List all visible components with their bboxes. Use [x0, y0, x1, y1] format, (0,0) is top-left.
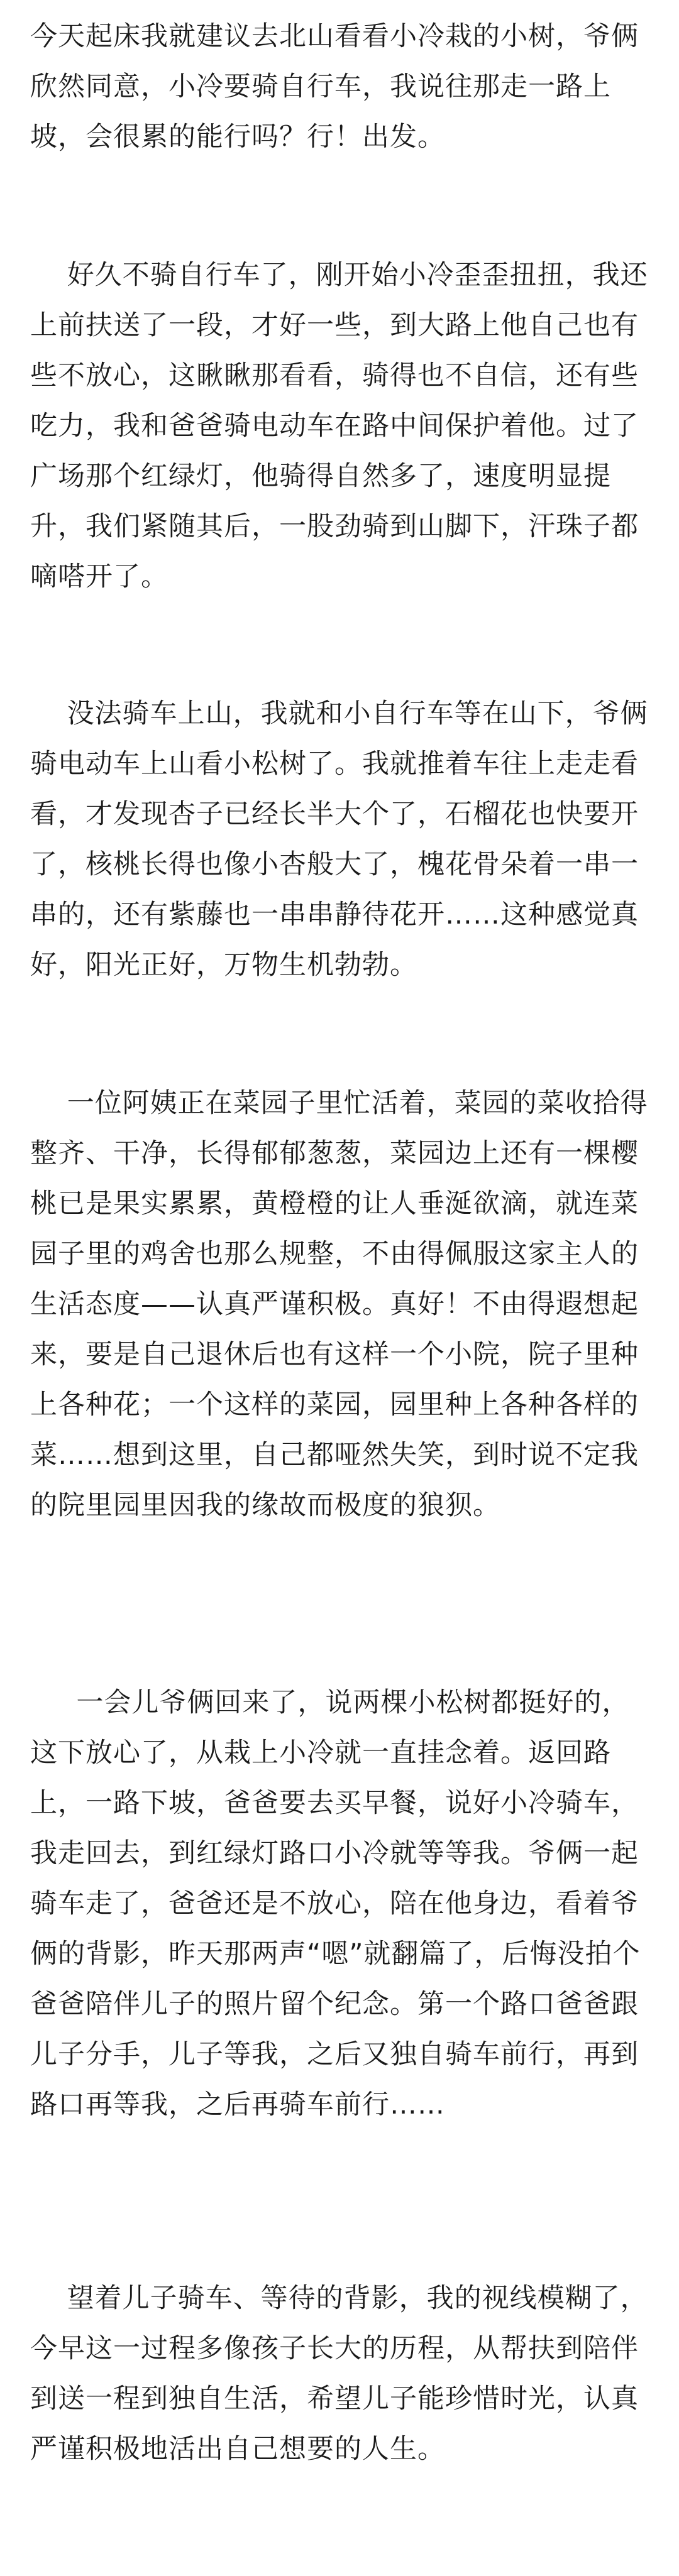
paragraph-6: 望着儿子骑车、等待的背影，我的视线模糊了，今早这一过程多像孩子长大的历程，从帮扶到陪伴到送一程到独自生活，希望儿子能珍惜时光，认真严谨积极地活出自己想要的人生。: [30, 2283, 648, 2465]
paragraph-1: 今天起床我就建议去北山看看小冷栽的小树，爷俩欣然同意，小冷要骑自行车，我说往那走一路上坡，会很累的能行吗？行！出发。: [30, 21, 639, 153]
paragraph-3: 没法骑车上山，我就和小自行车等在山下，爷俩骑电动车上山看小松树了。我就推着车往上走走看看，才发现杏子已经长半大个了，石榴花也快要开了，核桃长得也像小杏般大了，槐花骨朵着一串一串的，还有紫藤也一串串静待花开……这种感觉真好，阳光正好，万物生机勃勃。: [30, 698, 648, 981]
paragraph-4: 一位阿姨正在菜园子里忙活着，菜园的菜收拾得整齐、干净，长得郁郁葱葱，菜园边上还有一棵樱桃已是果实累累，黄橙橙的让人垂涎欲滴，就连菜园子里的鸡舍也那么规整，不由得佩服这家主人的生活态度——认真严谨积极。真好！不由得遐想起来，要是自己退休后也有这样一个小院，院子里种上各种花；一个这样的菜园，园里种上各种各样的菜……想到这里，自己都哑然失笑，到时说不定我的院里园里因我的缘故而极度的狼狈。: [30, 1088, 648, 1521]
paragraph-2: 好久不骑自行车了，刚开始小冷歪歪扭扭，我还上前扶送了一段，才好一些，到大路上他自己也有些不放心，这瞅瞅那看看，骑得也不自信，还有些吃力，我和爸爸骑电动车在路中间保护着他。过了广场那个红绿灯，他骑得自然多了，速度明显提升，我们紧随其后，一股劲骑到山脚下，汗珠子都嘀嗒开了。: [30, 259, 648, 592]
paragraph-5: 一会儿爷俩回来了，说两棵小松树都挺好的，这下放心了，从栽上小冷就一直挂念着。返回路上，一路下坡，爸爸要去买早餐，说好小冷骑车，我走回去，到红绿灯路口小冷就等等我。爷俩一起骑车走了，爸爸还是不放心，陪在他身边，看着爷俩的背影，昨天那两声“嗯”就翻篇了，后悔没拍个爸爸陪伴儿子的照片留个纪念。第一个路口爸爸跟儿子分手，儿子等我，之后又独自骑车前行，再到路口再等我，之后再骑车前行……: [30, 1687, 641, 2120]
